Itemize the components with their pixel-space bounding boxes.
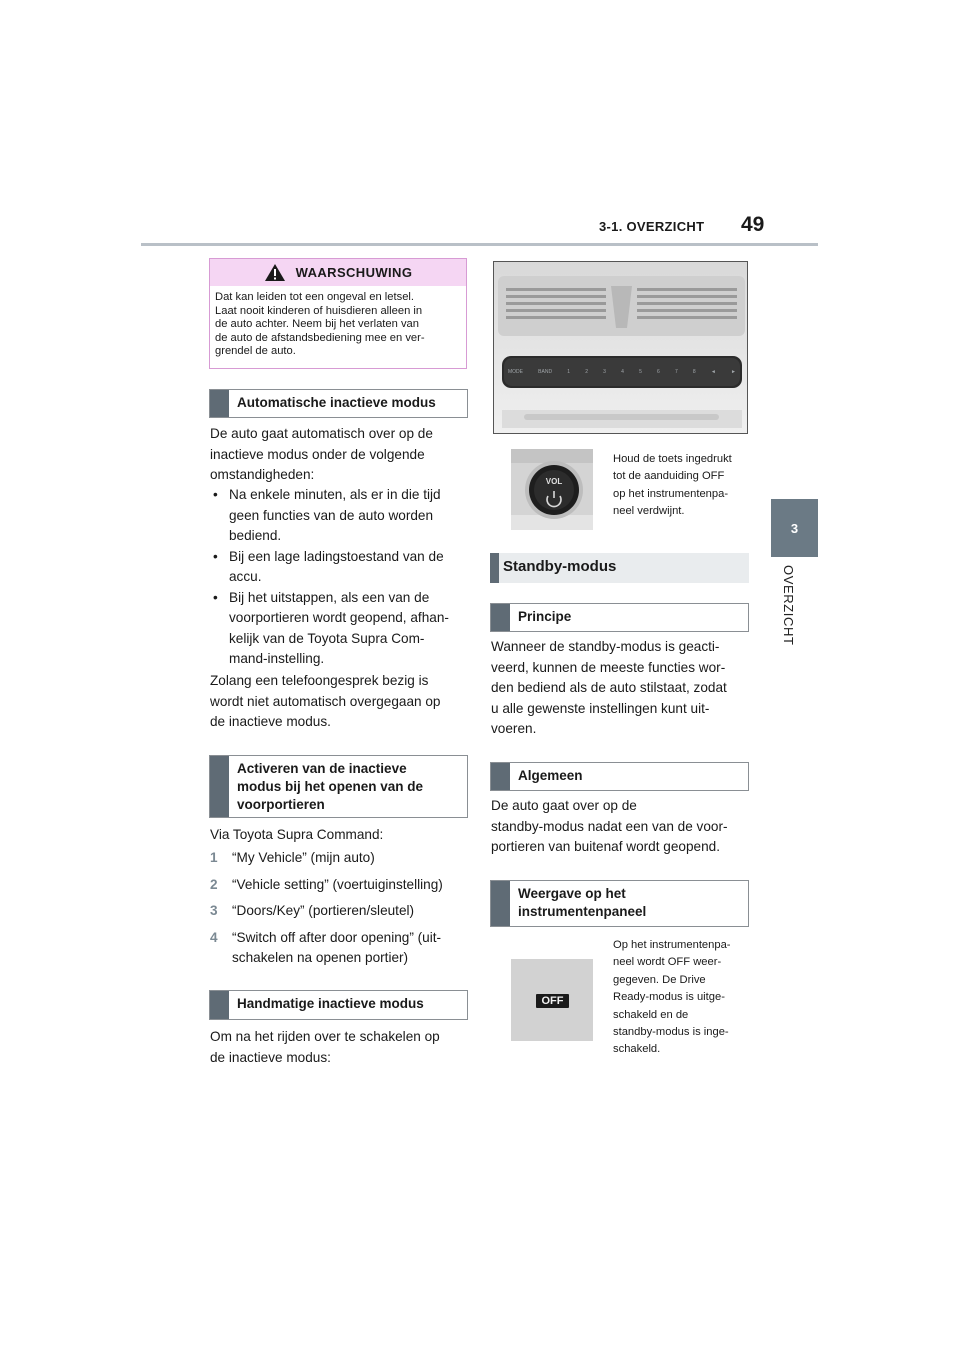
heading-label	[237, 760, 461, 814]
doors-intro: Via Toyota Supra Command:	[210, 827, 384, 842]
heading-label: Algemeen	[518, 768, 583, 783]
text-line: “Vehicle setting” (voertuiginstelling)	[232, 876, 443, 892]
radio-button-label: ►	[731, 369, 736, 375]
radio-button-label: 7	[674, 369, 678, 375]
heading-line: Activeren van de inactieve	[237, 761, 407, 776]
caption-line: Ready-modus is uitge-	[613, 991, 725, 1004]
text-line: wordt niet automatisch overgegaan op	[210, 693, 441, 709]
radio-button-label: 8	[692, 369, 696, 375]
section-title: 3-1. OVERZICHT	[599, 219, 705, 234]
text-line: de inactieve modus:	[210, 1049, 331, 1065]
heading-bar	[210, 390, 229, 417]
off-indicator-image	[511, 959, 593, 1041]
step-number: 2	[210, 876, 218, 892]
text-line: veerd, kunnen de meeste functies wor-	[491, 659, 726, 675]
heading-label: Principe	[518, 609, 572, 624]
step-item	[210, 928, 472, 969]
heading-standby	[490, 553, 749, 583]
radio-button-row	[508, 362, 736, 382]
step-item	[210, 875, 472, 896]
off-caption	[613, 937, 753, 1059]
auto-note	[210, 671, 470, 733]
text-line: Bij het uitstappen, als een van de	[229, 589, 430, 605]
page-number: 49	[741, 213, 765, 236]
heading-label	[518, 885, 742, 921]
heading-label: Handmatige inactieve modus	[237, 996, 424, 1011]
caption-line: schakeld.	[613, 1043, 661, 1056]
auto-intro	[210, 424, 470, 486]
caption-line: tot de aanduiding OFF	[613, 470, 725, 483]
caption-line: schakeld en de	[613, 1008, 689, 1021]
heading-door-activation	[209, 755, 468, 818]
knob-caption	[613, 451, 753, 521]
text-line: Om na het rijden over te schakelen op	[210, 1029, 440, 1044]
warning-line: de auto achter. Neem bij het verlaten van	[215, 318, 419, 330]
doors-steps	[210, 848, 472, 975]
heading-bar	[210, 756, 229, 817]
heading-bar	[491, 604, 510, 631]
off-indicator-label: OFF	[536, 994, 569, 1008]
bullet-icon: •	[213, 487, 218, 502]
text-line: “Switch off after door opening” (uit-	[232, 929, 442, 945]
caption-line: Op het instrumentenpa-	[613, 939, 731, 951]
warning-line: Laat nooit kinderen of huisdieren alleen in	[215, 304, 423, 317]
heading-line: modus bij het openen van de	[237, 779, 424, 794]
text-line: portieren van buitenaf wordt geopend.	[491, 839, 720, 854]
heading-line: Weergave op het	[518, 886, 626, 901]
bullet-icon: •	[213, 589, 218, 605]
step-number: 3	[210, 903, 218, 918]
text-line: Bij een lage ladingstoestand van de	[229, 548, 444, 564]
text-line: den bediend als de auto stilstaat, zodat	[491, 680, 727, 695]
text-line: “Doors/Key” (portieren/sleutel)	[232, 903, 415, 918]
text-line: accu.	[229, 569, 262, 584]
knob-illustration	[511, 449, 593, 530]
text-line: voeren.	[491, 721, 537, 736]
heading-display	[490, 880, 749, 927]
warning-text	[215, 291, 462, 359]
heading-line: voorportieren	[237, 797, 325, 812]
text-line: mand-instelling.	[229, 651, 325, 666]
radio-button-label: 5	[639, 369, 642, 375]
text-line: Zolang een telefoongesprek bezig is	[210, 673, 429, 688]
chapter-tab	[771, 499, 818, 557]
radio-button-label: 4	[621, 369, 624, 375]
radio-button-label: 6	[657, 369, 660, 375]
text-line: bediend.	[229, 528, 282, 543]
step-number: 4	[210, 929, 218, 945]
caption-line: standby-modus is inge-	[613, 1026, 729, 1039]
step-item	[210, 901, 472, 922]
chapter-number: 3	[790, 520, 799, 536]
heading-bar	[491, 763, 510, 790]
chapter-label: OVERZICHT	[781, 565, 796, 646]
text-line: schakelen na openen portier)	[232, 950, 409, 965]
warning-line: de auto de afstandsbediening mee en ver-	[215, 331, 425, 344]
dashboard-control-image	[493, 261, 748, 434]
heading-bar	[490, 553, 499, 583]
list-item	[210, 588, 470, 670]
heading-manual-inactive	[209, 990, 468, 1020]
list-item	[210, 547, 470, 588]
text-line: Na enkele minuten, als er in die tijd	[229, 487, 441, 502]
text-line: kelijk van de Toyota Supra Com-	[229, 630, 425, 646]
dashboard-illustration	[494, 262, 748, 434]
text-line: omstandigheden:	[210, 467, 315, 482]
caption-line: gegeven. De Drive	[613, 973, 706, 986]
text-line: u alle gewenste instellingen kunt uit-	[491, 700, 710, 716]
caption-line: neel verdwijnt.	[613, 505, 685, 518]
step-number: 1	[210, 850, 218, 865]
text-line: De auto gaat automatisch over op de	[210, 426, 433, 441]
step-item	[210, 848, 472, 869]
radio-button-label: 1	[567, 369, 571, 375]
algemeen-text	[491, 796, 753, 858]
warning-box	[209, 258, 467, 369]
radio-button-label: MODE	[508, 369, 523, 375]
list-item	[210, 485, 470, 547]
text-line: “My Vehicle” (mijn auto)	[232, 850, 375, 865]
knob-label: VOL	[545, 477, 563, 486]
heading-line: instrumentenpaneel	[518, 904, 647, 919]
principe-text	[491, 637, 753, 740]
volume-knob-image	[511, 449, 593, 530]
text-line: geen functies van de auto worden	[229, 507, 434, 523]
radio-button-label: 2	[585, 369, 588, 375]
text-line: inactieve modus onder de volgende	[210, 446, 425, 462]
text-line: Wanneer de standby-modus is geacti-	[491, 639, 720, 654]
text-line: de inactieve modus.	[210, 714, 331, 729]
warning-header	[210, 259, 466, 286]
auto-bullet-list	[210, 485, 470, 670]
heading-label: Automatische inactieve modus	[237, 395, 436, 410]
warning-triangle-icon	[264, 263, 286, 282]
text-line: voorportieren wordt geopend, afhan-	[229, 610, 449, 625]
header-rule	[141, 243, 818, 246]
radio-button-label: ◄	[710, 369, 716, 375]
text-line: standby-modus nadat een van de voor-	[491, 818, 728, 834]
heading-principe	[490, 603, 749, 632]
radio-button-label: BAND	[538, 369, 553, 375]
warning-line: Dat kan leiden tot een ongeval en letsel.	[215, 291, 415, 303]
caption-line: op het instrumentenpa-	[613, 487, 729, 500]
heading-label: Standby-modus	[503, 558, 617, 575]
heading-auto-inactive	[209, 389, 468, 418]
heading-bar	[491, 881, 510, 926]
caption-line: Houd de toets ingedrukt	[613, 453, 732, 465]
manual-text	[210, 1027, 472, 1068]
bullet-icon: •	[213, 548, 218, 564]
caption-line: neel wordt OFF weer-	[613, 956, 722, 969]
radio-button-label: 3	[603, 369, 606, 375]
text-line: De auto gaat over op de	[491, 798, 637, 813]
heading-algemeen	[490, 762, 749, 791]
warning-line: grendel de auto.	[215, 345, 296, 357]
heading-bar	[210, 991, 229, 1019]
warning-title: WAARSCHUWING	[295, 265, 413, 280]
